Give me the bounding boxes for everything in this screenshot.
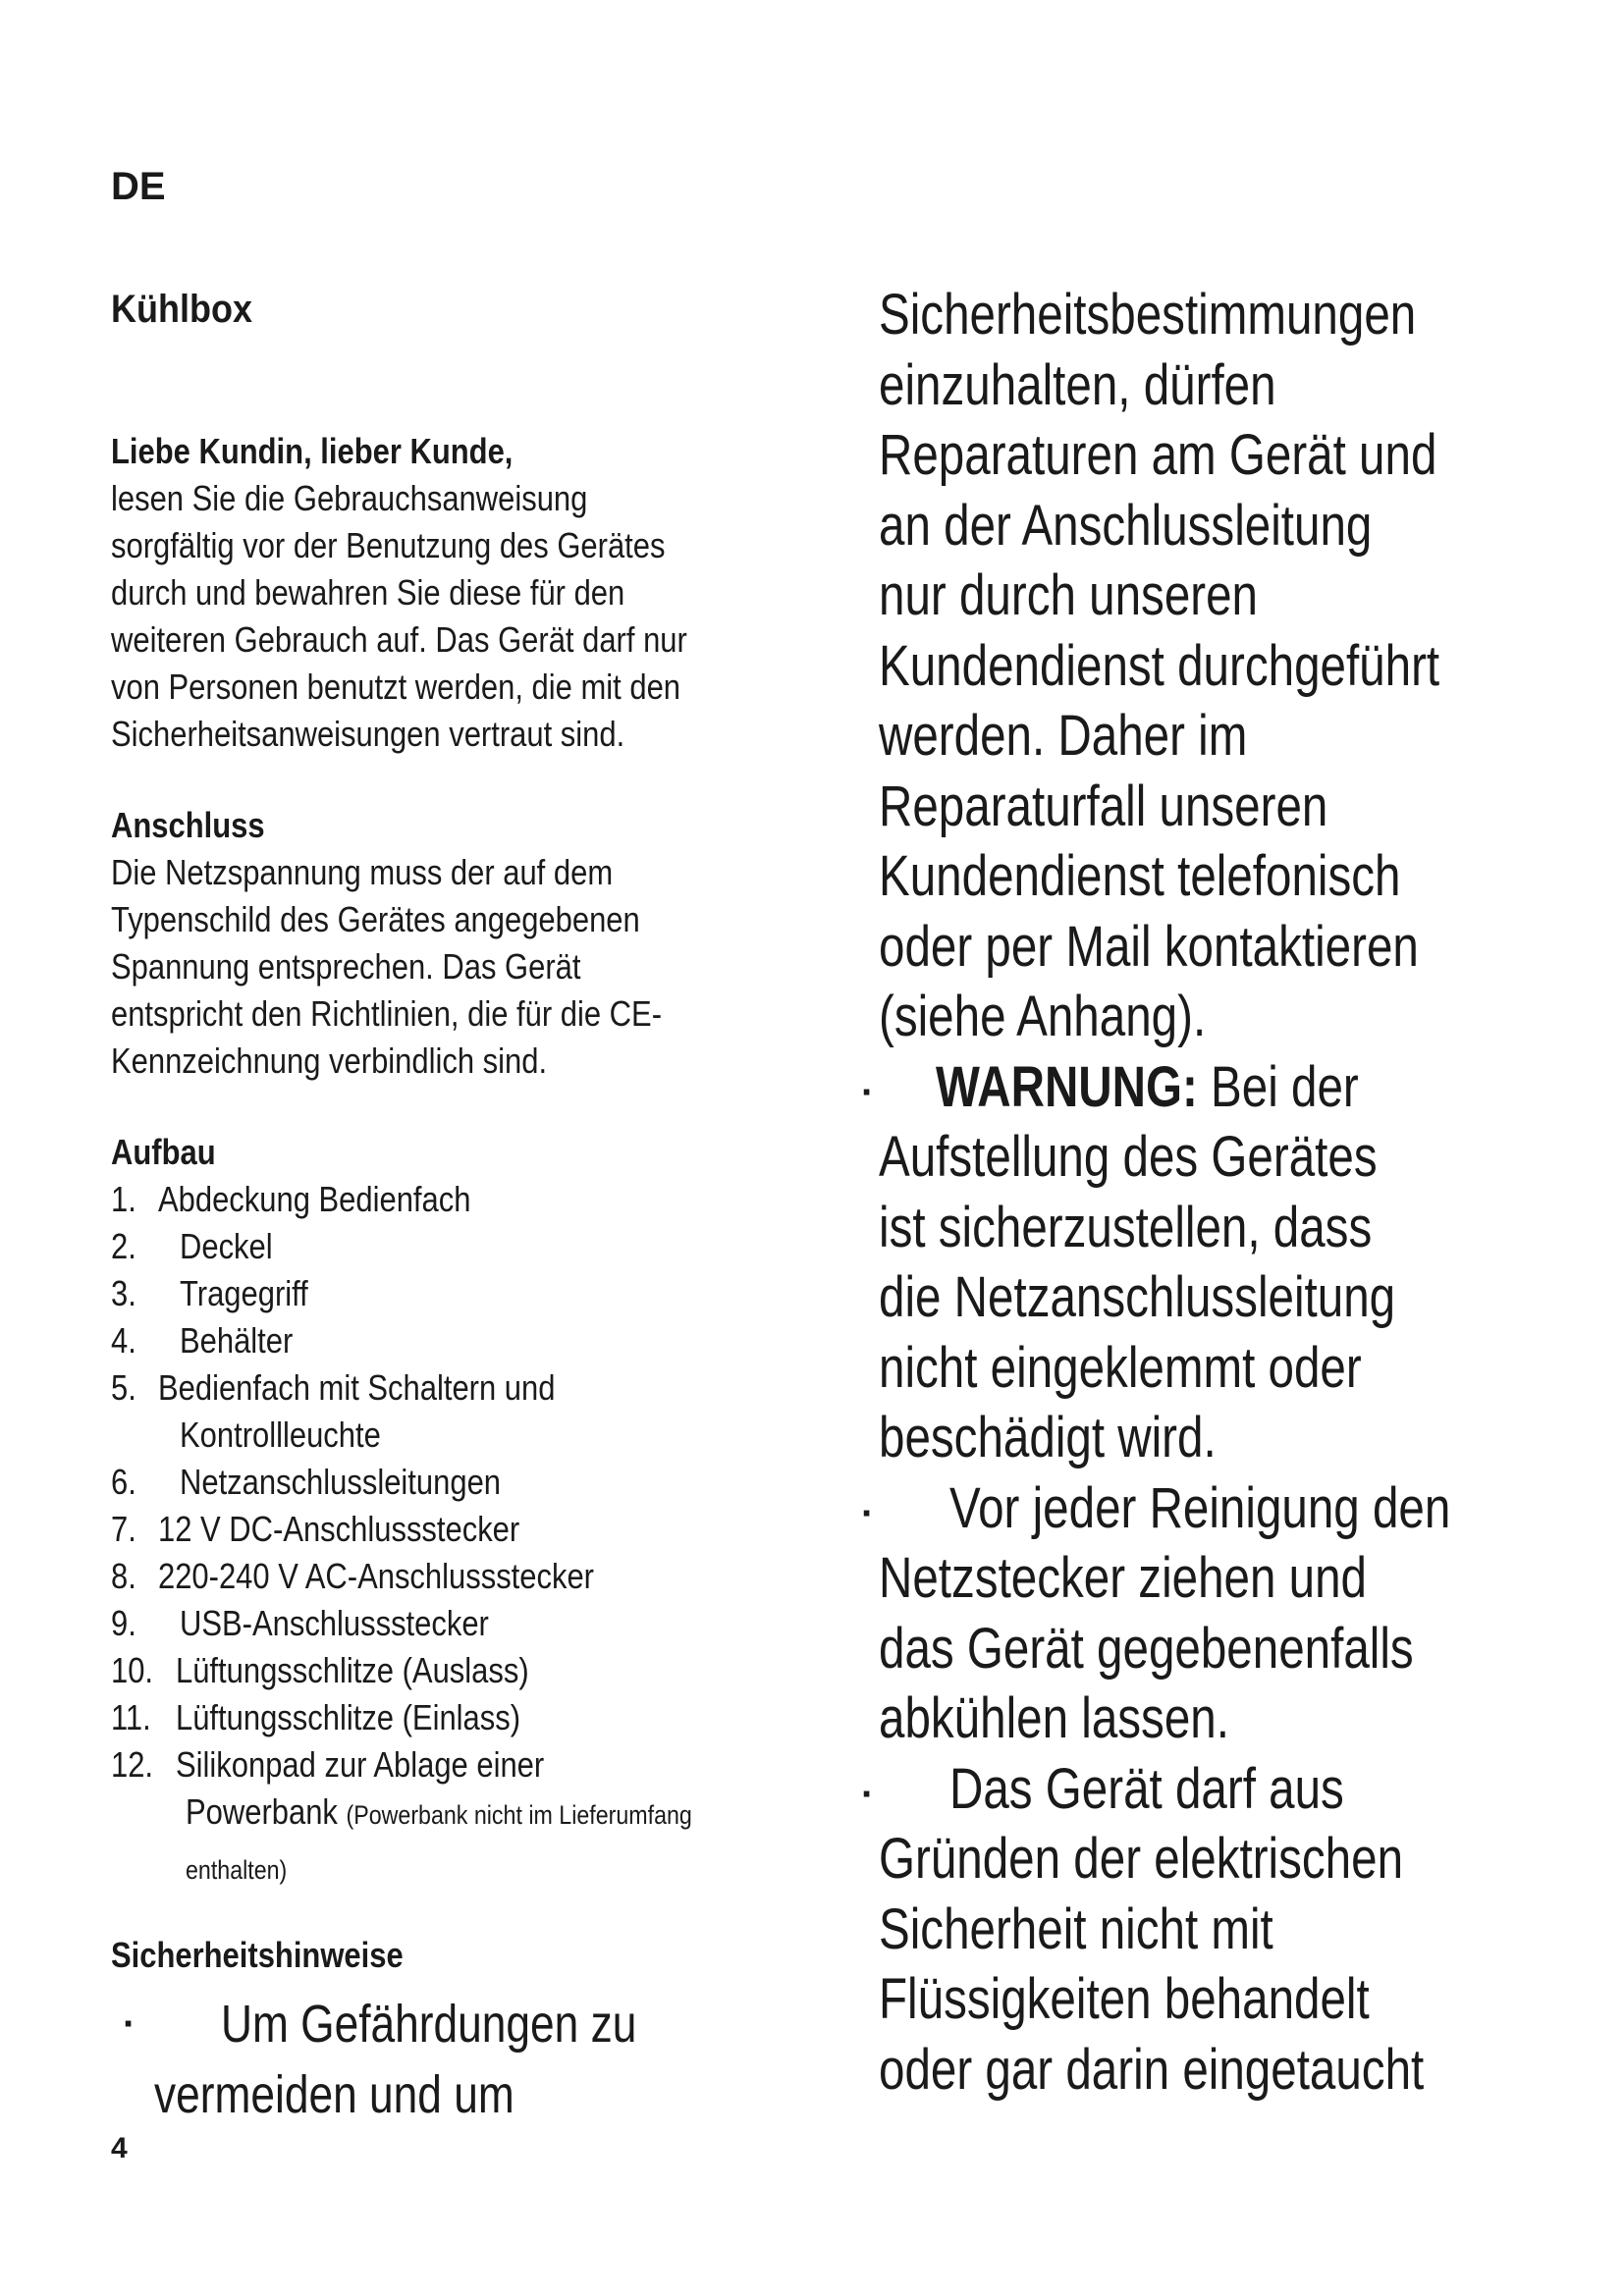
intro-line: durch und bewahren Sie diese für den — [111, 572, 625, 613]
text-line: Sicherheit nicht mit — [879, 1896, 1273, 1961]
page-title: Kühlbox — [111, 288, 252, 331]
warning-label: WARNUNG: — [936, 1054, 1198, 1119]
text-line: abkühlen lassen. — [879, 1686, 1229, 1750]
text-line: nicht eingeklemmt oder — [879, 1335, 1362, 1400]
text-line: die Netzanschlussleitung — [879, 1265, 1396, 1329]
structure-heading: Aufbau — [111, 1132, 216, 1172]
intro-line: lesen Sie die Gebrauchsanweisung — [111, 478, 588, 518]
text-line: einzuhalten, dürfen — [879, 352, 1276, 417]
connection-line: entspricht den Richtlinien, die für die CE- — [111, 993, 663, 1034]
bullet-dot: · — [861, 1491, 875, 1535]
text-line: oder per Mail kontaktieren — [879, 914, 1419, 979]
bullet-dot: · — [123, 2002, 136, 2046]
text-line: nur durch unseren — [879, 563, 1259, 627]
intro-line: Sicherheitsanweisungen vertraut sind. — [111, 714, 625, 754]
connection-section — [111, 802, 751, 1085]
page-number: 4 — [111, 2132, 128, 2164]
text-line: Netzstecker ziehen und — [879, 1546, 1368, 1610]
language-code: DE — [111, 165, 166, 208]
right-column — [861, 280, 1563, 2105]
text-line: Flüssigkeiten behandelt — [879, 1967, 1370, 2031]
intro-section — [111, 428, 781, 758]
text-line: beschädigt wird. — [879, 1406, 1217, 1469]
bullet-dot: · — [861, 1772, 875, 1816]
connection-heading: Anschluss — [111, 805, 265, 845]
text-line: an der Anschlussleitung — [879, 493, 1373, 558]
safety-heading: Sicherheitshinweise — [111, 1935, 404, 1975]
intro-heading: Liebe Kundin, lieber Kunde, — [111, 431, 514, 471]
bullet-dot: · — [861, 1070, 875, 1114]
text-line: Gründen der elektrischen — [879, 1827, 1404, 1891]
liquid-bullet: · Das Gerät darf aus — [879, 1754, 1563, 1825]
intro-line: von Personen benutzt werden, die mit den — [111, 667, 681, 707]
text-line: Kundendienst telefonisch — [879, 844, 1401, 908]
text-line: oder gar darin eingetaucht — [879, 2037, 1425, 2102]
connection-line: Spannung entsprechen. Das Gerät — [111, 946, 581, 987]
text-line: (siehe Anhang). — [879, 985, 1207, 1048]
connection-line: Typenschild des Gerätes angegebenen — [111, 899, 640, 939]
warning-bullet: · WARNUNG: Bei der — [879, 1052, 1563, 1123]
intro-line: sorgfältig vor der Benutzung des Gerätes — [111, 525, 666, 565]
text-line: Reparaturen am Gerät und — [879, 423, 1437, 487]
cleaning-bullet: · Vor jeder Reinigung den — [879, 1473, 1563, 1544]
text-line: Sicherheitsbestimmungen — [879, 283, 1417, 347]
text-line: Kundendienst durchgeführt — [879, 633, 1440, 698]
connection-line: Kennzeichnung verbindlich sind. — [111, 1041, 548, 1081]
text-line: werden. Daher im — [879, 704, 1248, 768]
text-line: Aufstellung des Gerätes — [879, 1125, 1378, 1189]
text-line: das Gerät gegebenenfalls — [879, 1616, 1414, 1681]
text-line: Reparaturfall unseren — [879, 774, 1328, 838]
text-line: ist sicherzustellen, dass — [879, 1195, 1373, 1259]
connection-line: Die Netzspannung muss der auf dem — [111, 852, 614, 892]
intro-line: weiteren Gebrauch auf. Das Gerät darf nur — [111, 619, 687, 660]
